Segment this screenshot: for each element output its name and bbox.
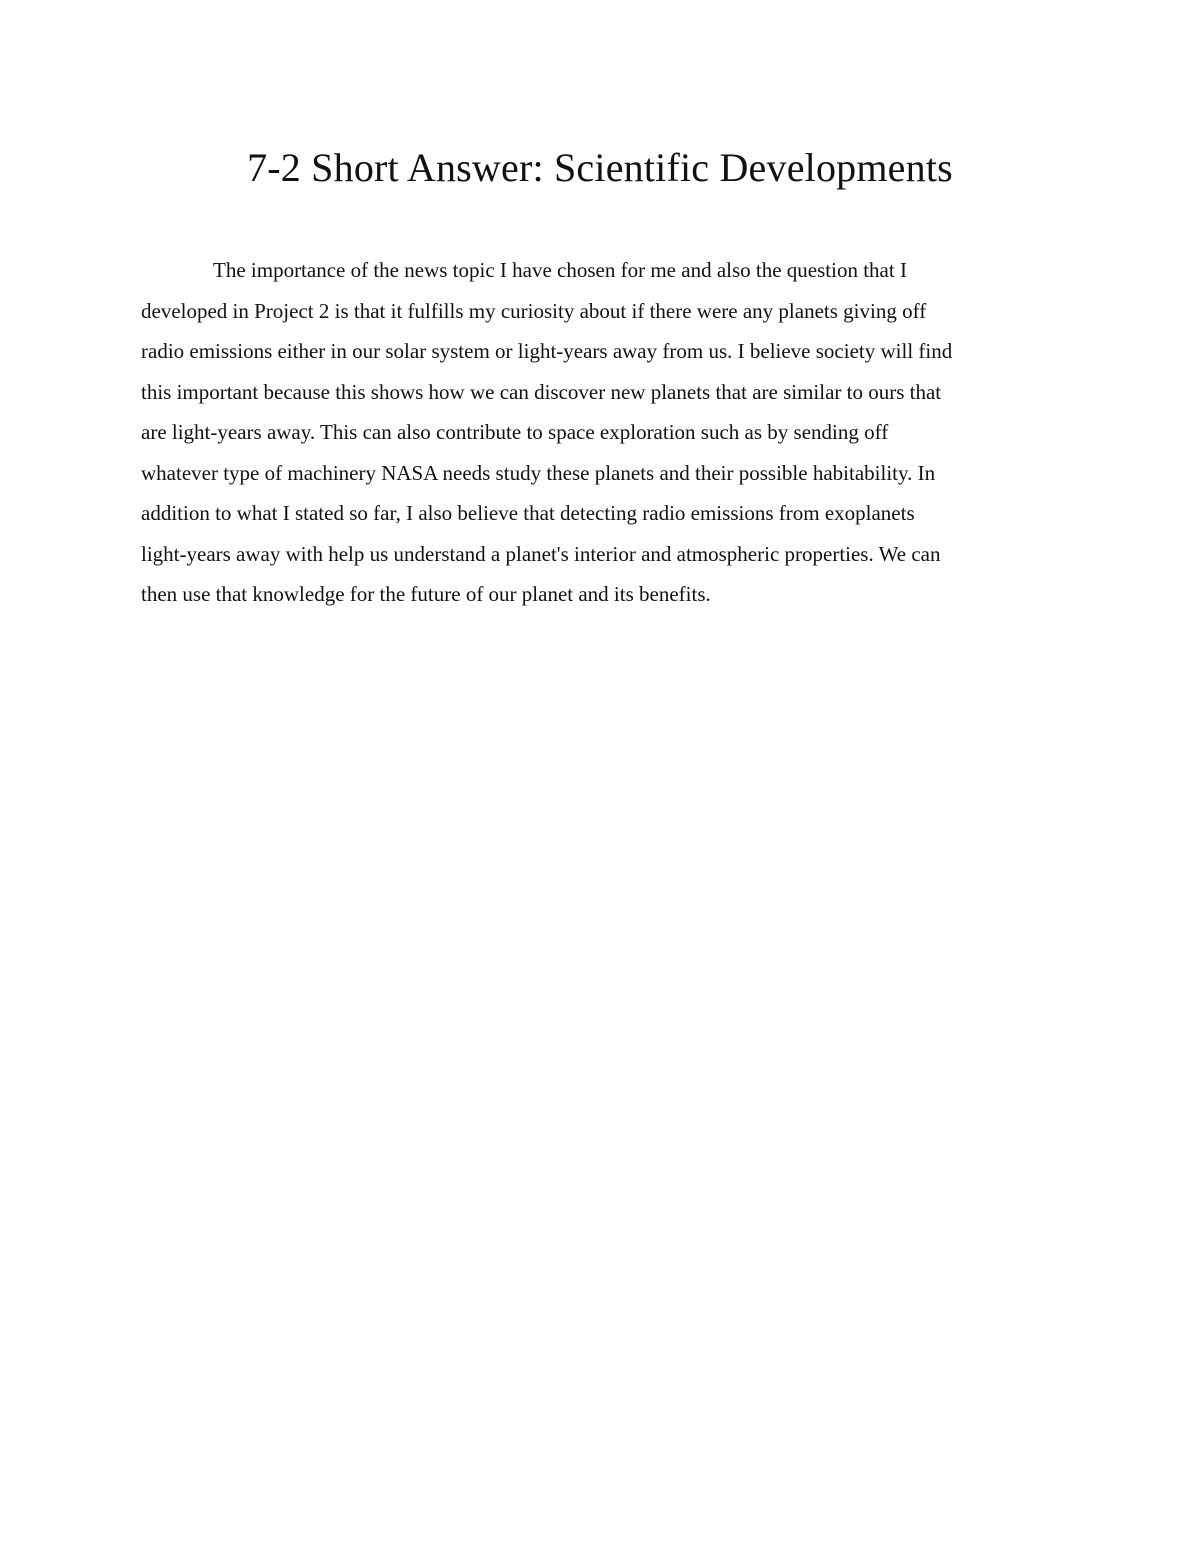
paragraph-line: then use that knowledge for the future of our planet and its benefits. (141, 582, 711, 606)
body-paragraph (141, 250, 1061, 615)
paragraph-line: The importance of the news topic I have chosen for me and also the question that I (213, 258, 907, 282)
paragraph-line: addition to what I stated so far, I also believe that detecting radio emissions from exoplanets (141, 501, 915, 525)
paragraph-line: this important because this shows how we can discover new planets that are similar to ours that (141, 379, 942, 404)
paragraph-line: are light-years away. This can also contribute to space exploration such as by sending off (141, 420, 889, 444)
paragraph-line: developed in Project 2 is that it fulfills my curiosity about if there were any planets giving off (141, 298, 927, 323)
paragraph-line: whatever type of machinery NASA needs study these planets and their possible habitability. In (141, 460, 936, 485)
paragraph-line: radio emissions either in our solar system or light-years away from us. I believe society will find (141, 339, 953, 363)
paragraph-line: light-years away with help us understand a planet's interior and atmospheric properties. We can (141, 541, 941, 566)
document-title: 7-2 Short Answer: Scientific Developments (247, 145, 953, 190)
